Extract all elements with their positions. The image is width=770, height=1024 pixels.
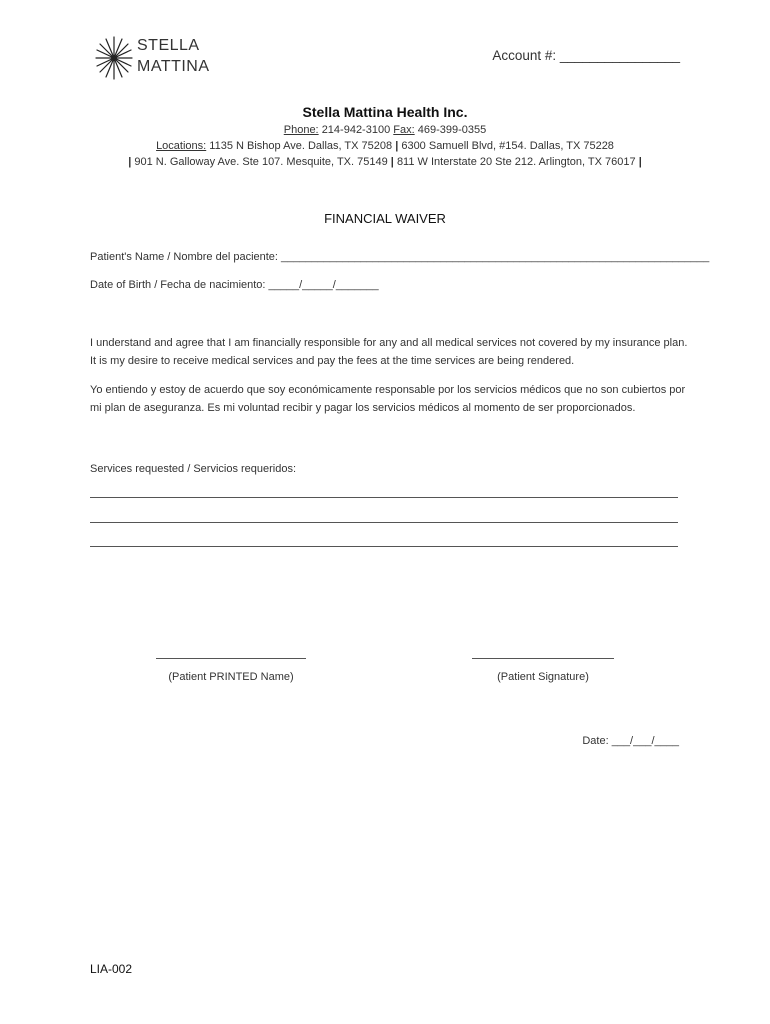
logo-text-mattina: MATTINA (137, 58, 210, 75)
services-line-2[interactable] (90, 522, 678, 523)
stella-mattina-logo (94, 33, 224, 83)
signature-caption: (Patient Signature) (497, 671, 589, 683)
date-of-birth-field[interactable]: Date of Birth / Fecha de nacimiento: _____/_____/_______ (90, 279, 379, 291)
star-burst-icon (94, 35, 134, 81)
printed-name-caption: (Patient PRINTED Name) (168, 671, 294, 683)
location-separator: | (395, 140, 399, 152)
date-field[interactable]: Date: ___/___/____ (582, 735, 679, 747)
location-galloway: 901 N. Galloway Ave. Ste 107. Mesquite, TX. 75149 (134, 156, 388, 168)
form-title: FINANCIAL WAIVER (324, 211, 446, 226)
location-separator: | (390, 156, 394, 168)
contact-phone-fax (0, 124, 770, 136)
phone-number: 214-942-3100 (321, 124, 391, 136)
signature-line[interactable] (472, 658, 614, 659)
locations-line-1 (0, 140, 770, 152)
fax-number: 469-399-0355 (417, 124, 487, 136)
location-samuell: 6300 Samuell Blvd, #154. Dallas, TX 75228 (401, 140, 614, 152)
locations-line-2 (0, 156, 770, 168)
services-line-1[interactable] (90, 497, 678, 498)
location-interstate: 811 W Interstate 20 Ste 212. Arlington, TX 76017 (396, 156, 636, 168)
services-line-3[interactable] (90, 546, 678, 547)
location-bishop: 1135 N Bishop Ave. Dallas, TX 75208 (209, 140, 393, 152)
phone-label: Phone: (283, 124, 319, 136)
printed-name-line[interactable] (156, 658, 306, 659)
location-separator: | (638, 156, 642, 168)
logo-text-stella: STELLA (137, 37, 200, 54)
fax-label: Fax: (393, 124, 415, 136)
locations-label: Locations: (156, 140, 207, 152)
agreement-english: I understand and agree that I am financially responsible for any and all medical services not covered by my insurance plan. It is my desire to receive medical services and pay the fees at the time services are being rendered. (90, 337, 688, 367)
account-number-field[interactable]: Account #: ________________ (492, 48, 680, 63)
form-code: LIA-002 (90, 962, 133, 976)
location-separator: | (128, 156, 132, 168)
patient-name-field[interactable]: Patient's Name / Nombre del paciente: ______________________________________________________________________ (90, 251, 710, 263)
company-name: Stella Mattina Health Inc. (302, 104, 468, 120)
agreement-spanish: Yo entiendo y estoy de acuerdo que soy económicamente responsable por los servicios médicos que no son cubiertos por mi plan de aseguranza. Es mi voluntad recibir y pagar los servicios médicos al momento de ser proporcionados. (90, 384, 686, 414)
services-requested-label: Services requested / Servicios requeridos: (90, 463, 297, 475)
